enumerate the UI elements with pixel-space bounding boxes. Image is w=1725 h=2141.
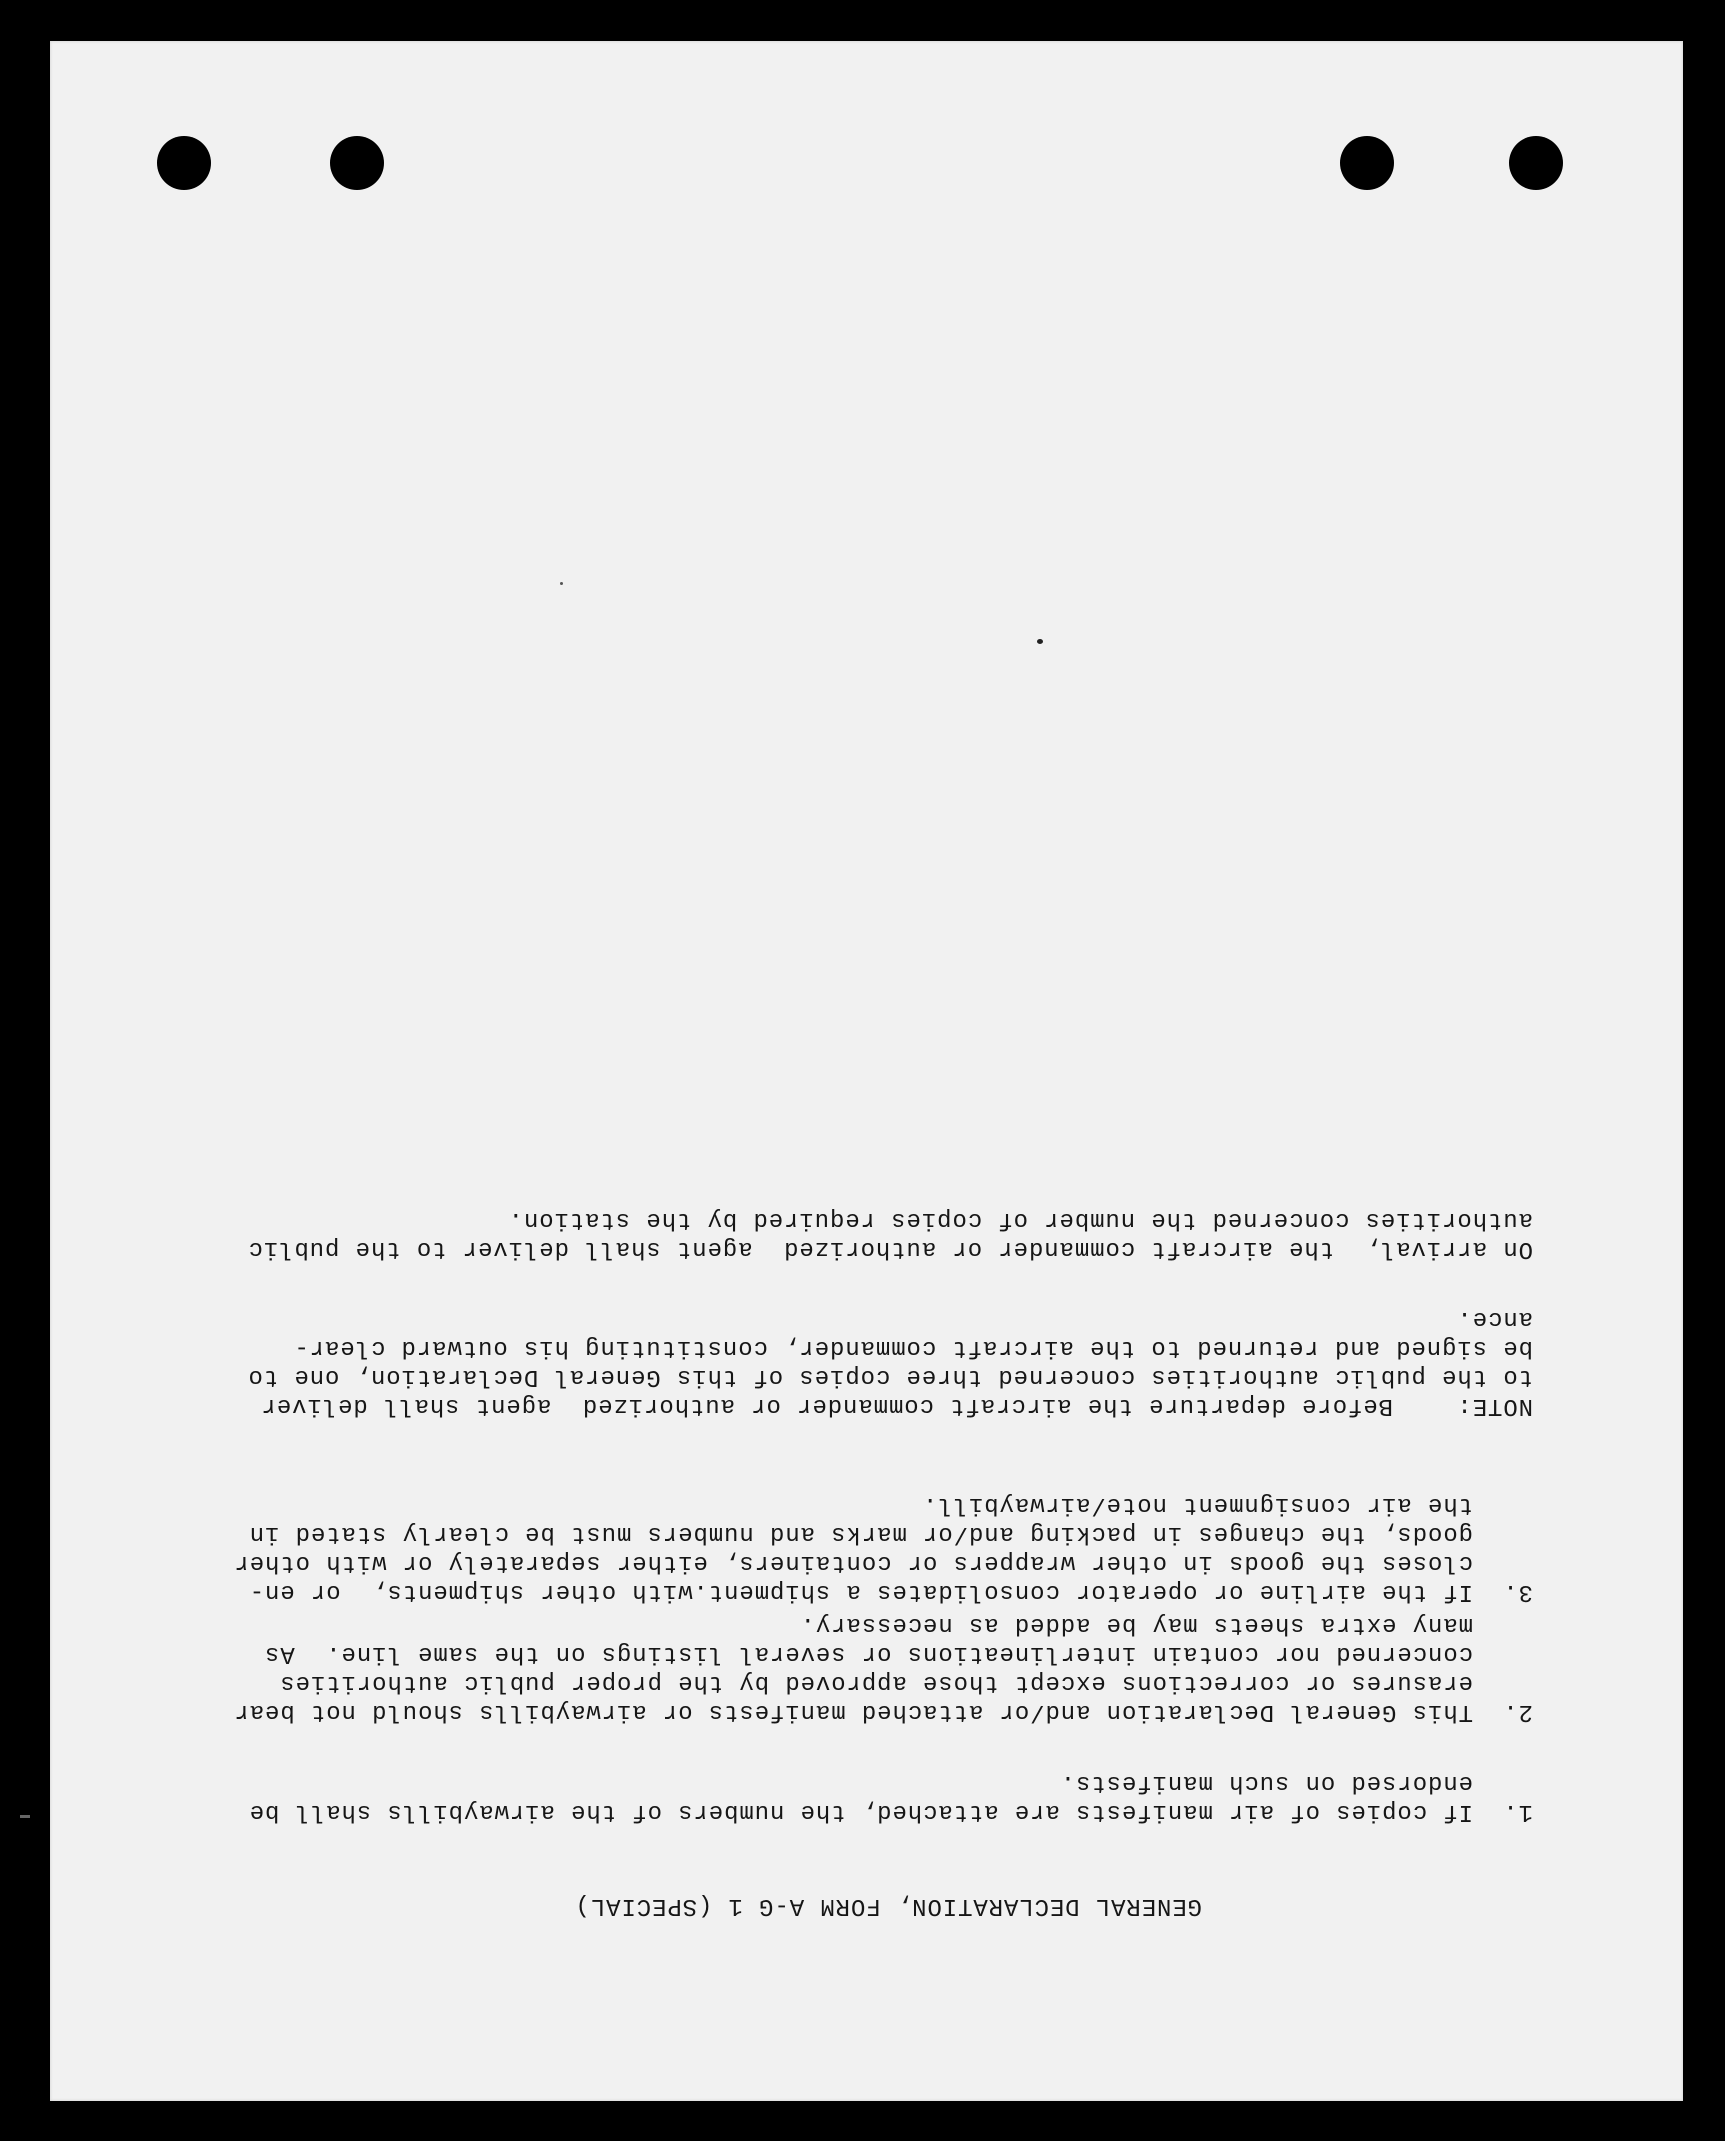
item-line: goods, the changes in packing and/or marks and numbers must be clearly stated in (248, 1520, 1473, 1547)
item-line: the air consignment note/airwaybill. (922, 1491, 1473, 1518)
ink-speck (1037, 639, 1043, 644)
item-line: many extra sheets may be added as necessary. (799, 1611, 1473, 1638)
item-line: This General Declaration and/or attached manifests or airwaybills should not bear (233, 1698, 1473, 1725)
note-line: Before departure the aircraft commander or authorized agent shall deliver (260, 1392, 1393, 1419)
punch-hole (1509, 136, 1563, 190)
item-number: 1. (1502, 1798, 1533, 1825)
punch-hole (157, 136, 211, 190)
item-line: If the airline or operator consolidates a shipment.with other shipments, or en- (248, 1578, 1473, 1605)
item-line: concerned nor contain interlineations or several listings on the same line. As (264, 1640, 1473, 1667)
note-line: be signed and returned to the aircraft commander, constituting his outward clear- (293, 1334, 1533, 1361)
ink-speck (560, 582, 563, 585)
item-line: closes the goods in other wrappers or containers, either separately or with other (233, 1549, 1473, 1576)
rotated-page-content (50, 41, 1683, 2101)
item-line: erasures or corrections except those approved by the proper public authorities (279, 1669, 1473, 1696)
item-number: 3. (1502, 1578, 1533, 1605)
item-number: 2. (1502, 1698, 1533, 1725)
scanned-page (50, 41, 1683, 2101)
scan-edge-mark (20, 1815, 30, 1818)
document-title: GENERAL DECLARATION, FORM A-G 1 (SPECIAL) (574, 1892, 1202, 1919)
note-line: to the public authorities concerned three copies of this General Declaration, one to (247, 1363, 1533, 1390)
arrival-line: On arrival, the aircraft commander or authorized agent shall deliver to the public (247, 1235, 1533, 1262)
note-label: NOTE: (1456, 1392, 1533, 1419)
punch-hole (330, 136, 384, 190)
item-line: endorsed on such manifests. (1059, 1769, 1473, 1796)
punch-hole (1340, 136, 1394, 190)
note-line: ance. (1456, 1305, 1533, 1332)
item-line: If copies of air manifests are attached, the numbers of the airwaybills shall be (248, 1798, 1473, 1825)
arrival-line: authorities concerned the number of copies required by the station. (507, 1206, 1533, 1233)
